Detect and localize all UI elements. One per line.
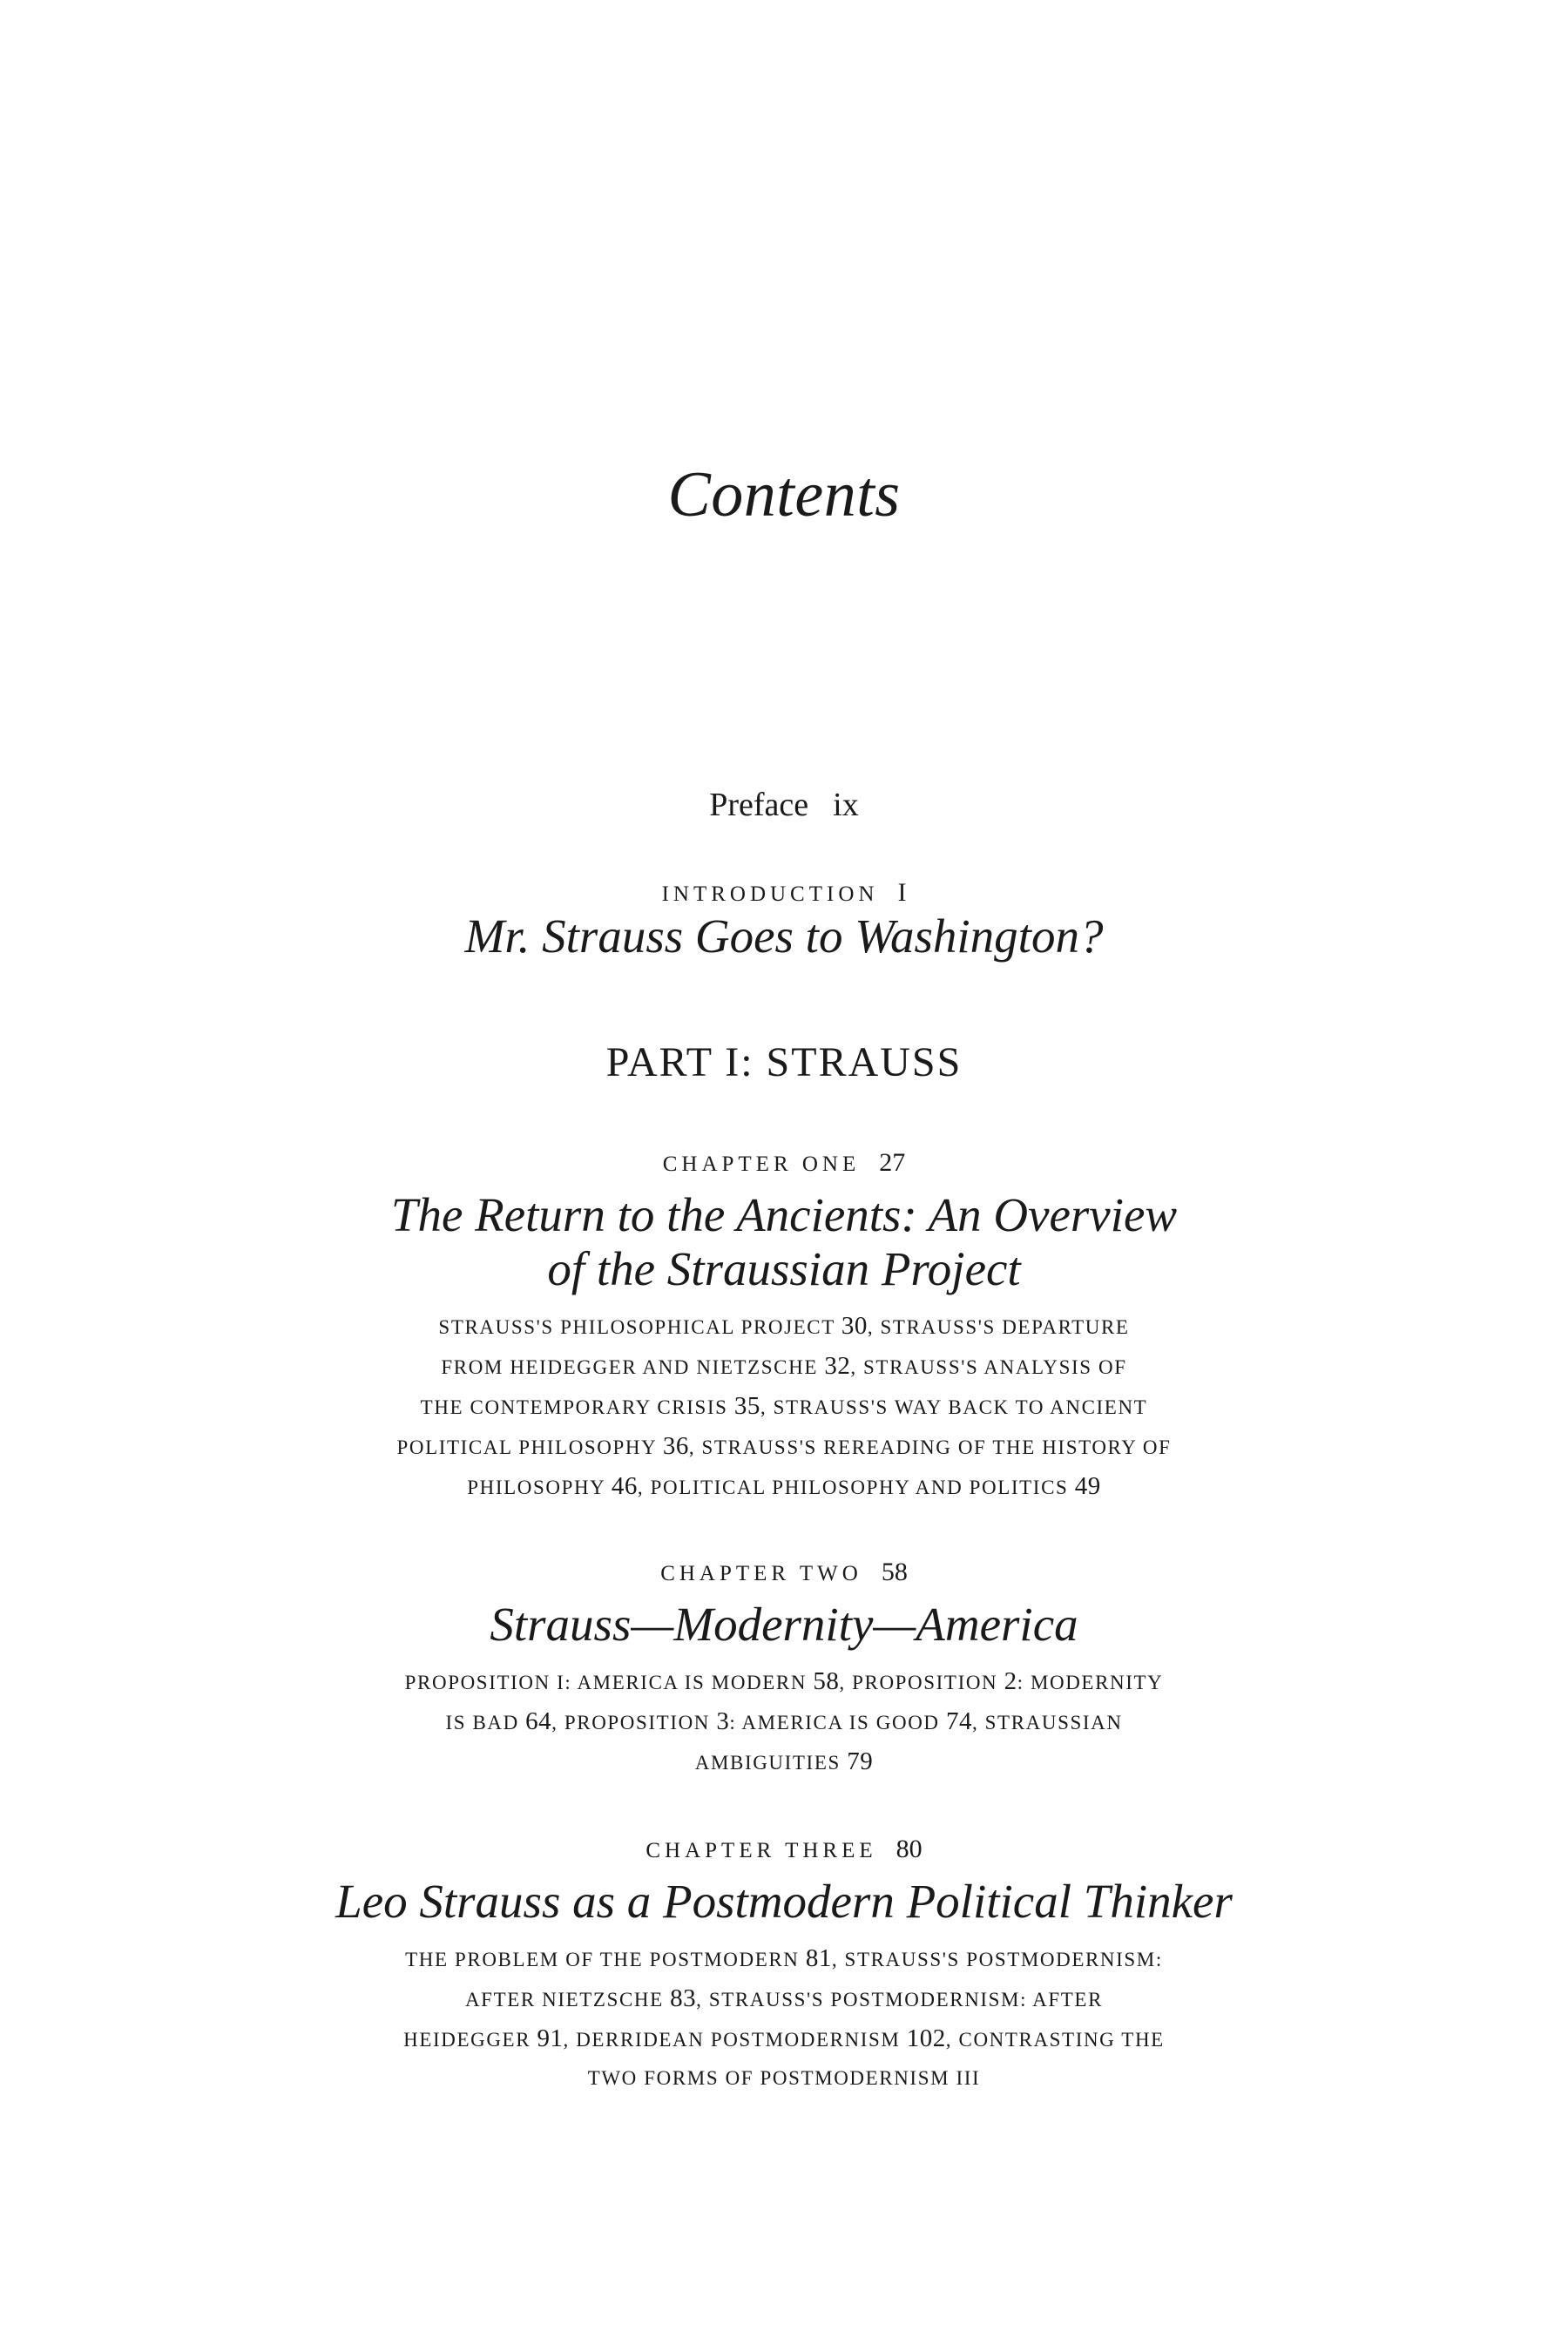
chapter-three-section-line: THE PROBLEM OF THE POSTMODERN 81, STRAUSS'S POSTMODERNISM: [405, 1944, 1163, 1972]
toc-entry-introduction-label [0, 878, 1568, 908]
part-heading: PART I: STRAUSS [605, 1039, 963, 1085]
page-title: Contents [667, 459, 901, 531]
chapter-two-section-line: AMBIGUITIES 79 [694, 1747, 874, 1775]
introduction-label: INTRODUCTION [661, 882, 879, 906]
toc-entry-chapter-two-label [0, 1558, 1568, 1587]
chapter-one-sections [0, 1307, 1568, 1507]
chapter-one-label: CHAPTER ONE [662, 1152, 861, 1176]
toc-entry-preface [0, 786, 1568, 824]
chapter-one-heading-line-2: of the Straussian Project [547, 1242, 1021, 1295]
chapter-two-heading: Strauss—Modernity—America [490, 1598, 1078, 1651]
chapter-two-page-number: 58 [881, 1558, 908, 1586]
chapter-three-sections [0, 1939, 1568, 2098]
chapter-three-section-line: AFTER NIETZSCHE 83, STRAUSS'S POSTMODERNISM: AFTER [464, 1984, 1104, 2012]
introduction-heading: Mr. Strauss Goes to Washington? [464, 909, 1104, 963]
toc-entry-chapter-one-label [0, 1148, 1568, 1178]
preface-page-number: ix [833, 787, 859, 823]
chapter-three-page-number: 80 [896, 1835, 923, 1863]
chapter-one-section-line: PHILOSOPHY 46, POLITICAL PHILOSOPHY AND POLITICS 49 [467, 1472, 1101, 1500]
chapter-one-section-line: STRAUSS'S PHILOSOPHICAL PROJECT 30, STRAUSS'S DEPARTURE [438, 1312, 1130, 1340]
chapter-one-section-line: POLITICAL PHILOSOPHY 36, STRAUSS'S REREADING OF THE HISTORY OF [396, 1432, 1172, 1460]
chapter-three-section-line: TWO FORMS OF POSTMODERNISM III [587, 2067, 981, 2089]
introduction-page-number: I [897, 878, 907, 907]
chapter-three-heading: Leo Strauss as a Postmodern Political Thinker [335, 1875, 1233, 1928]
toc-entry-chapter-three-label [0, 1835, 1568, 1864]
preface-label: Preface [709, 787, 809, 823]
chapter-one-page-number: 27 [879, 1148, 906, 1177]
chapter-two-section-line: IS BAD 64, PROPOSITION 3: AMERICA IS GOOD 74, STRAUSSIAN [445, 1707, 1123, 1735]
chapter-one-section-line: THE CONTEMPORARY CRISIS 35, STRAUSS'S WAY BACK TO ANCIENT [420, 1392, 1148, 1420]
chapter-one-section-line: FROM HEIDEGGER AND NIETZSCHE 32, STRAUSS'S ANALYSIS OF [441, 1352, 1127, 1380]
chapter-two-label: CHAPTER TWO [660, 1562, 862, 1585]
chapter-two-section-line: PROPOSITION I: AMERICA IS MODERN 58, PROPOSITION 2: MODERNITY [404, 1667, 1164, 1695]
chapter-two-sections [0, 1662, 1568, 1782]
chapter-three-section-line: HEIDEGGER 91, DERRIDEAN POSTMODERNISM 102, CONTRASTING THE [403, 2024, 1165, 2052]
chapter-three-label: CHAPTER THREE [645, 1839, 877, 1862]
chapter-one-heading-line-1: The Return to the Ancients: An Overview [390, 1188, 1178, 1241]
